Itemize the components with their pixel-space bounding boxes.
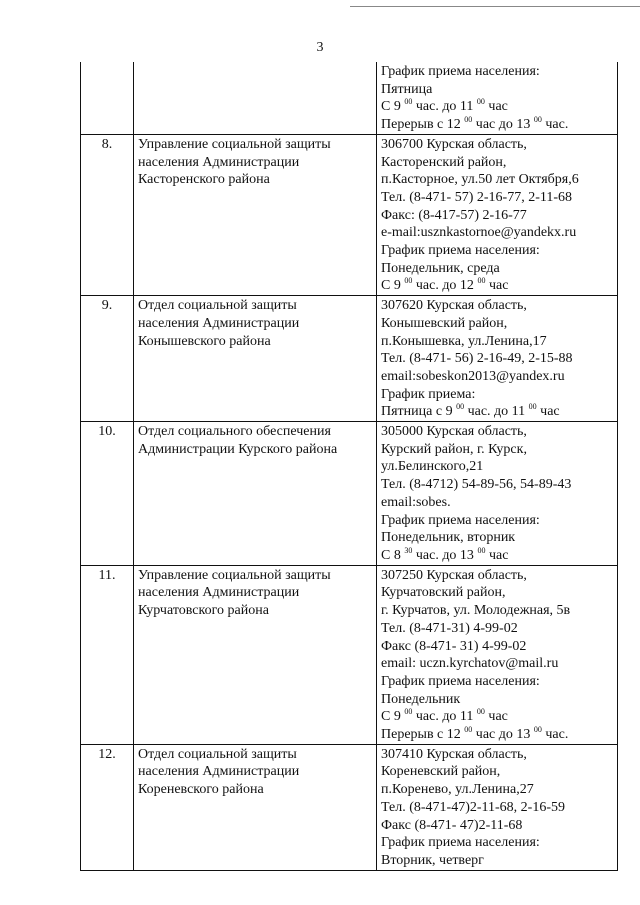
info-line: Тел. (8-471-47)2-11-68, 2-16-59 [381,799,565,815]
table-row [81,62,618,134]
organization-name [134,565,377,744]
info-line: График приема: [381,386,476,402]
info-line: 307410 Курская область, [381,746,527,762]
row-number [81,62,134,134]
info-line: 307620 Курская область, [381,298,527,314]
info-line: Понедельник, вторник [381,530,516,546]
info-line: г. Курчатов, ул. Молодежная, 5в [381,603,571,619]
info-line: График приема населения: [381,835,540,851]
info-line: Тел. (8-471- 57) 2-16-77, 2-11-68 [381,189,572,205]
contact-info [377,744,618,870]
name-line: Касторенского района [138,172,270,188]
page-number: 3 [316,40,324,55]
row-number: 10. [81,422,134,566]
info-line: Перерыв с 12 $^{00}$ час до 13 $^{00}$ час. [381,725,569,743]
info-line: График приема населения: [381,673,540,689]
name-line: Конышевского района [138,333,271,349]
info-line: С 9 $^{00}$ час. до 11 $^{00}$ час [381,97,508,115]
info-line: Тел. (8-471-31) 4-99-02 [381,620,518,636]
info-line: Понедельник [381,691,461,707]
info-line: С 9 $^{00}$ час. до 11 $^{00}$ час [381,707,508,725]
name-line: Кореневского района [138,782,264,798]
row-number: 9. [81,296,134,422]
table-row [81,296,618,422]
info-line: Курский район, г. Курск, [381,441,527,457]
info-line: email: uczn.kyrchatov@mail.ru [381,656,559,672]
info-line: Факс (8-471- 31) 4-99-02 [381,638,527,654]
info-line: Перерыв с 12 $^{00}$ час до 13 $^{00}$ час. [381,115,569,133]
contact-info [377,62,618,134]
info-line: График приема населения: [381,512,540,528]
organization-name [134,62,377,134]
info-line: п.Конышевка, ул.Ленина,17 [381,333,547,349]
contact-info [377,422,618,566]
info-line: Вторник, четверг [381,852,484,868]
info-line: Факс: (8-417-57) 2-16-77 [381,207,527,223]
info-line: e-mail:usznkastornoe@yandekx.ru [381,225,577,241]
info-line: 306700 Курская область, [381,136,527,152]
name-line: населения Администрации [138,315,300,331]
info-line: 305000 Курская область, [381,424,527,440]
contact-info [377,134,618,295]
info-line: График приема населения: [381,64,540,79]
name-line: населения Администрации [138,764,300,780]
name-line: Отдел социальной защиты [138,746,297,762]
info-line: Тел. (8-471- 56) 2-16-49, 2-15-88 [381,351,573,367]
top-rule [350,6,640,7]
name-line: населения Администрации [138,585,300,601]
name-line: Отдел социального обеспечения [138,424,331,440]
row-number: 11. [81,565,134,744]
row-number: 12. [81,744,134,870]
table-row [81,134,618,295]
info-line: email:sobes. [381,494,451,510]
name-line: Курчатовского района [138,603,269,619]
table-row [81,422,618,566]
table-row [81,565,618,744]
name-line: Отдел социальной защиты [138,298,297,314]
info-line: График приема населения: [381,243,540,259]
info-line: п.Коренево, ул.Ленина,27 [381,782,534,798]
name-line: населения Администрации [138,154,300,170]
info-line: С 8 $^{30}$ час. до 13 $^{00}$ час [381,545,509,563]
info-line: Касторенский район, [381,154,507,170]
contact-info [377,565,618,744]
info-line: Факс (8-471- 47)2-11-68 [381,817,523,833]
info-line: email:sobeskon2013@yandex.ru [381,368,565,384]
info-line: Курчатовский район, [381,585,506,601]
info-line: Понедельник, среда [381,260,500,276]
info-line: ул.Белинского,21 [381,459,484,475]
info-line: п.Касторное, ул.50 лет Октября,6 [381,172,579,188]
name-line: Администрации Курского района [138,441,338,457]
info-line: 307250 Курская область, [381,567,527,583]
name-line: Управление социальной защиты [138,136,331,152]
info-line: Кореневский район, [381,764,501,780]
table-row [81,744,618,870]
contact-info [377,296,618,422]
info-line: Конышевский район, [381,315,508,331]
info-line: Пятница [381,81,433,97]
info-line: Пятница с 9 $^{00}$ час. до 11 $^{00}$ час [381,402,560,420]
organization-name [134,422,377,566]
organization-name [134,296,377,422]
info-line: С 9 $^{00}$ час. до 12 $^{00}$ час [381,276,509,294]
name-line: Управление социальной защиты [138,567,331,583]
social-services-table [80,62,618,871]
organization-name [134,744,377,870]
row-number: 8. [81,134,134,295]
organization-name [134,134,377,295]
info-line: Тел. (8-4712) 54-89-56, 54-89-43 [381,477,572,493]
